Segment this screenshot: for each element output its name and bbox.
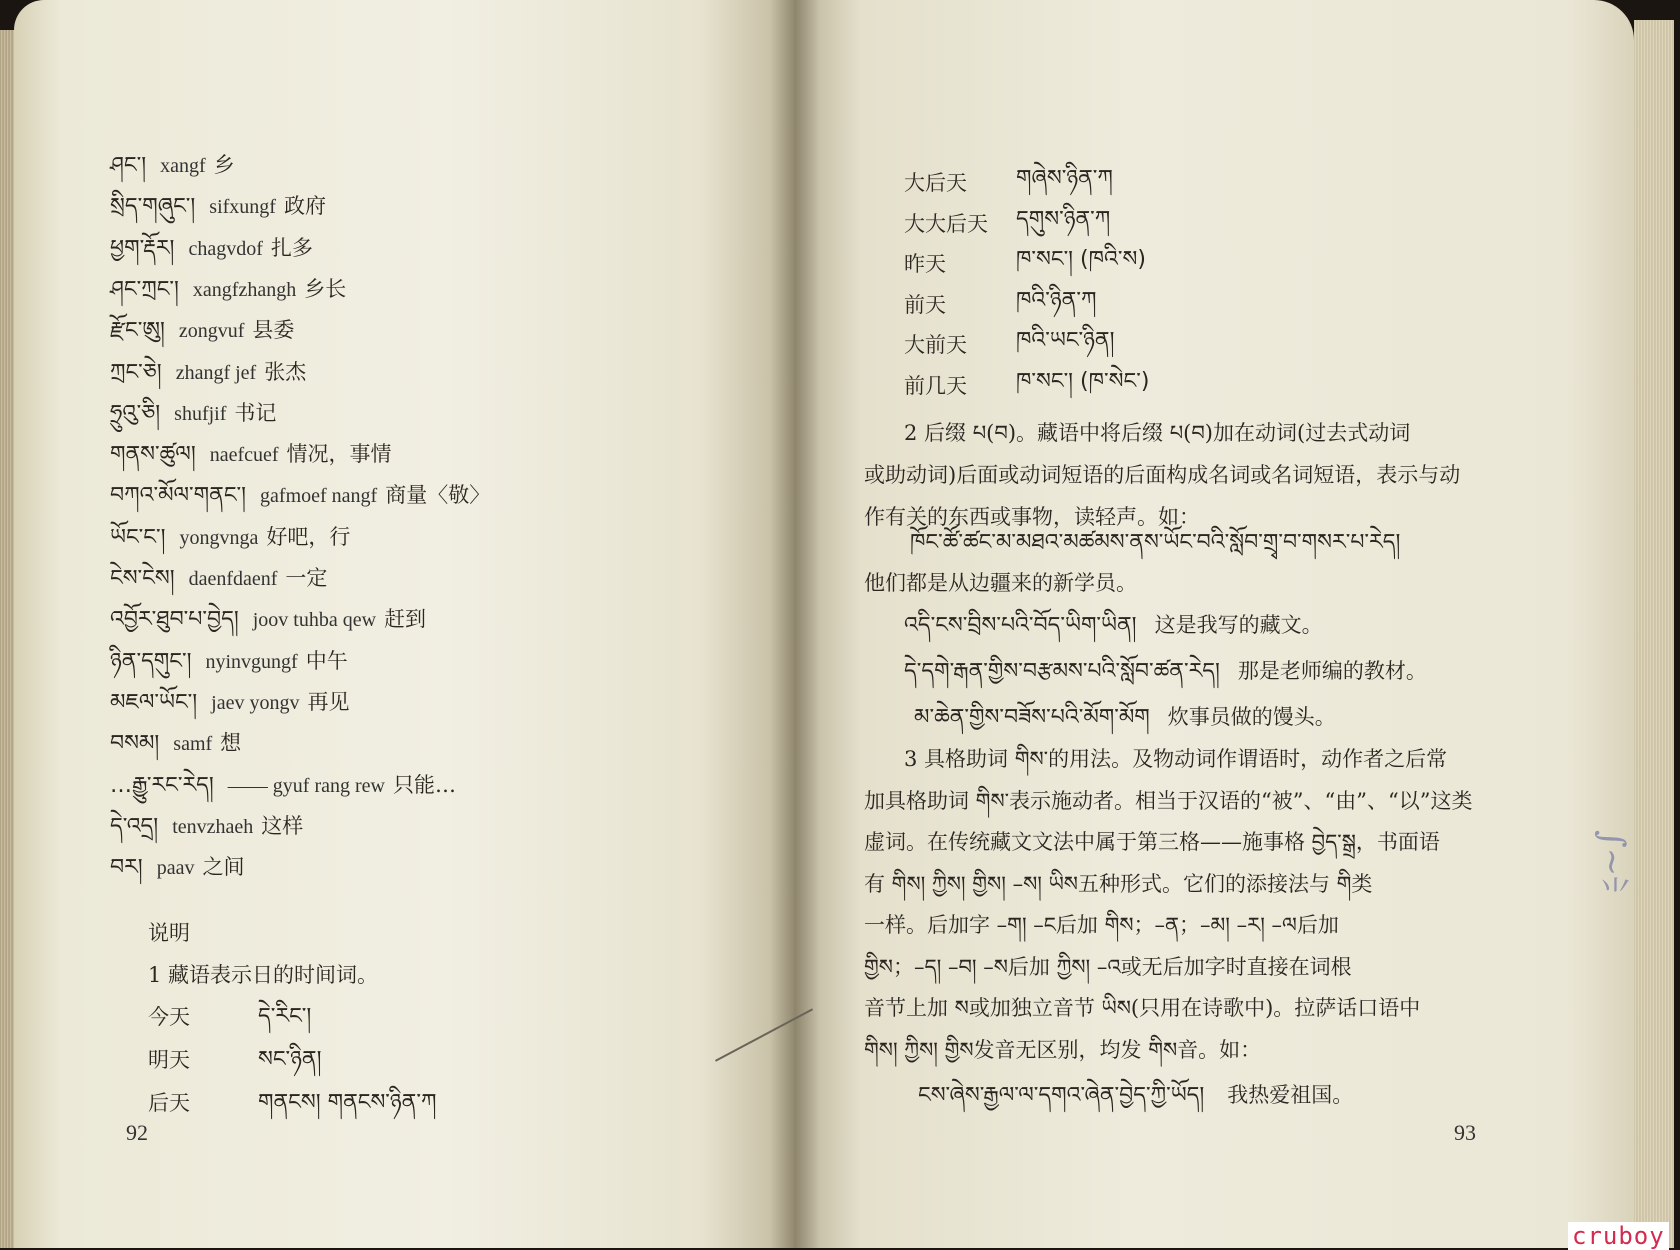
vocab-chinese: 一定: [285, 566, 328, 590]
example-chinese: 那是老师编的教材。: [1237, 659, 1427, 683]
vocab-chinese: 好吧，行: [266, 524, 351, 549]
example-chinese: 炊事员做的馒头。: [1167, 705, 1336, 729]
right-page: [794, 0, 1634, 1248]
day-chinese: 大前天: [904, 333, 967, 357]
vocab-row: [110, 191, 326, 222]
example-tibetan: མ་ཆེན་གྱིས་བཟོས་པའི་མོག་མོག: [914, 705, 1150, 730]
example-sentence-1: [910, 528, 1400, 558]
vocab-tibetan: ཤང་།: [110, 153, 147, 178]
vocab-chinese: 赶到: [384, 607, 427, 632]
vocab-row: [110, 357, 306, 388]
day-tibetan: དགུས་ཉིན་ཀ: [1016, 206, 1111, 232]
vocab-row: [110, 398, 276, 429]
vocab-romanization: daenfdaenf: [188, 568, 278, 590]
page-number-right: 93: [1454, 1120, 1476, 1145]
paragraph-line: གྱིས；–ད། –བ། –ས后加 ཀྱིས། –འ或无后加字时直接在词根: [864, 954, 1352, 979]
paragraph-line: 音节上加 ས或加独立音节 ཡིས(只用在诗歌中)。拉萨话口语中: [864, 996, 1421, 1020]
vocab-romanization: naefcuef: [209, 444, 279, 467]
vocab-row: [110, 563, 327, 594]
vocab-tibetan: ཉིན་དགུང་།: [110, 648, 192, 674]
vocab-chinese: 书记: [234, 400, 277, 425]
vocab-tibetan: བསམ།: [110, 731, 160, 757]
vocab-row: [110, 646, 348, 677]
vocab-romanization: gafmoef nangf: [260, 485, 378, 508]
vocab-romanization: zongvuf: [178, 320, 245, 343]
vocab-row: [110, 811, 303, 842]
day-chinese: 明天: [148, 1048, 190, 1072]
day-tibetan: ཁ་སང་། (ཁ་སེང་): [1016, 368, 1150, 394]
vocab-romanization: jaev yongv: [211, 691, 300, 714]
vocab-chinese: 这样: [261, 813, 304, 838]
vocab-romanization: xangfzhangh: [192, 278, 297, 301]
vocab-chinese: 扎多: [270, 235, 313, 260]
vocab-row: [110, 150, 235, 181]
notes-intro: 1 藏语表示日的时间词。: [148, 963, 379, 987]
day-tibetan: ཁའི་ཉིན་ཀ: [1016, 287, 1097, 313]
vocab-tibetan: …རྒྱུ་རང་རེད།: [110, 772, 214, 798]
vocab-chinese: 只能…: [392, 772, 456, 797]
example-row: [904, 610, 1323, 641]
vocab-chinese: 张杰: [264, 359, 307, 384]
vocab-row: [110, 852, 244, 883]
vocab-tibetan: སྲིད་གཞུང་།: [110, 194, 196, 220]
watermark: cruboy: [1568, 1222, 1669, 1250]
vocab-tibetan: ཤང་ཀྲང་།: [110, 276, 179, 302]
vocab-chinese: 之间: [202, 855, 245, 880]
day-chinese: 今天: [148, 1005, 190, 1029]
vocab-tibetan: ངེས་ངེས།: [110, 566, 175, 591]
day-tibetan: སང་ཉིན།: [258, 1047, 322, 1072]
vocab-tibetan: ཀྲང་ཅེ།: [110, 359, 162, 385]
final-example: [918, 1080, 1353, 1111]
example-tibetan: དེ་དགེ་རྒན་གྱིས་བརྩམས་པའི་སློབ་ཚན་རེད།: [904, 659, 1220, 684]
vocab-chinese: 想: [220, 731, 242, 756]
vocab-romanization: yongvnga: [179, 526, 259, 549]
vocab-romanization: tenvzhaeh: [172, 815, 254, 838]
vocab-romanization: joov tuhba qew: [252, 609, 377, 632]
vocab-romanization: nyinvgungf: [205, 650, 298, 673]
final-example-tibetan: ངས་ཞེས་རྒྱལ་ལ་དགའ་ཞེན་བྱེད་ཀྱི་ཡོད།: [918, 1083, 1205, 1108]
final-example-chinese: 我热爱祖国。: [1227, 1083, 1354, 1107]
vocab-romanization: chagvdof: [188, 237, 263, 260]
vocab-row: [110, 274, 346, 305]
vocab-romanization: zhangf jef: [175, 361, 257, 384]
page-number-left: 92: [126, 1120, 148, 1145]
example-1-tibetan: ཁོང་ཚོ་ཚང་མ་མཐའ་མཚམས་ནས་ཡོང་བའི་སློབ་གྲྭ་བ་གསར་པ་རེད།: [910, 530, 1401, 555]
vocab-romanization: xangf: [160, 155, 206, 177]
vocab-chinese: 乡长: [304, 276, 347, 301]
paragraph-line: 一样。后加字 –ག། –ང后加 གིས；–ན；–མ། –ར། –ལ后加: [864, 913, 1339, 937]
day-tibetan: ཁའི་ཡང་ཉིན།: [1016, 328, 1115, 353]
vocab-tibetan: ཕྱག་རྡོར།: [110, 235, 175, 261]
example-tibetan: འདི་ངས་བྲིས་པའི་བོད་ཡིག་ཡིན།: [904, 613, 1137, 638]
vocab-tibetan: བཀའ་མོལ་གནང་།: [110, 483, 247, 509]
paragraph-line: 虚词。在传统藏文文法中属于第三格——施事格 བྱེད་སྒྲ，书面语: [864, 830, 1440, 854]
day-tibetan: དེ་རིང་།: [258, 1004, 312, 1029]
vocab-chinese: 商量〈敬〉: [385, 483, 491, 508]
day-tibetan: གཞེས་ཉིན་ཀ: [1016, 166, 1113, 191]
vocab-romanization: samf: [173, 733, 213, 756]
paragraph-line: 作有关的东西或事物，读轻声。如：: [864, 505, 1200, 529]
day-chinese: 后天: [148, 1091, 190, 1115]
vocab-chinese: 乡: [213, 153, 235, 177]
day-tibetan: གནངས། གནངས་ཉིན་ཀ: [258, 1090, 437, 1115]
vocab-tibetan: མཇལ་ཡོང་།: [110, 689, 198, 715]
vocab-row: [110, 315, 294, 346]
right-page-edges: [1634, 20, 1674, 1248]
vocab-row: [110, 480, 490, 511]
paragraph-line: 2 后缀 པ(བ)。藏语中将后缀 པ(བ)加在动词(过去式动词: [904, 421, 1411, 445]
left-page: [14, 0, 794, 1248]
paragraph-line: 加具格助词 གིས་表示施动者。相当于汉语的“被”、“由”、“以”这类: [864, 788, 1473, 813]
vocab-tibetan: ཡོང་ང་།: [110, 524, 166, 550]
vocab-chinese: 再见: [307, 689, 350, 714]
vocab-row: [110, 728, 241, 759]
day-chinese: 昨天: [904, 252, 946, 276]
day-chinese: 前天: [904, 292, 946, 317]
example-row: [904, 656, 1427, 687]
paragraph-line: གིས། ཀྱིས། གྱིས发音无区别，均发 གིས音。如：: [864, 1037, 1262, 1062]
day-tibetan: ཁ་སང་། (ཁའི་ས): [1016, 247, 1146, 272]
vocab-row: [110, 439, 392, 470]
day-chinese: 大后天: [904, 171, 967, 195]
example-1-chinese: 他们都是从边疆来的新学员。: [864, 571, 1137, 595]
paragraph-line: 或助动词)后面或动词短语的后面构成名词或名词短语，表示与动: [864, 463, 1461, 487]
paragraph-line: 3 具格助词 གིས་的用法。及物动词作谓语时，动作者之后常: [904, 747, 1448, 771]
vocab-romanization: shufjif: [174, 402, 227, 425]
vocab-chinese: 政府: [283, 194, 326, 219]
vocab-tibetan: རྫོང་ཨུ།: [110, 318, 165, 344]
vocab-romanization: —— gyuf rang rew: [227, 774, 385, 797]
vocab-tibetan: ཧྲུའུ་ཅི།: [110, 400, 161, 426]
vocab-row: [110, 604, 426, 635]
vocab-chinese: 中午: [305, 648, 348, 673]
vocab-chinese: 县委: [252, 318, 295, 343]
vocab-tibetan: བར།: [110, 855, 143, 881]
pencil-scribble: ∫∼⺌: [1592, 830, 1632, 911]
vocab-tibetan: འབྱོར་ཐུབ་པ་བྱེད།: [110, 607, 239, 633]
vocab-chinese: 情况，事情: [286, 442, 392, 467]
example-row: [914, 702, 1336, 733]
vocab-row: [110, 522, 350, 553]
day-chinese: 大大后天: [904, 211, 988, 236]
example-chinese: 这是我写的藏文。: [1154, 613, 1323, 637]
day-chinese: 前几天: [904, 373, 967, 398]
paragraph-line: 有 གིས། ཀྱིས། གྱིས། –ས། ཡིས五种形式。它们的添接法与 གི类: [864, 871, 1373, 896]
vocab-row: [110, 687, 349, 718]
notes-heading: 说明: [148, 921, 190, 945]
vocab-romanization: sifxungf: [209, 196, 276, 219]
vocab-row: [110, 770, 456, 801]
vocab-row: [110, 233, 313, 264]
vocab-romanization: paav: [156, 857, 195, 880]
vocab-tibetan: གནས་ཚུལ།: [110, 442, 196, 468]
vocab-tibetan: དེ་འདྲ།: [110, 813, 159, 839]
